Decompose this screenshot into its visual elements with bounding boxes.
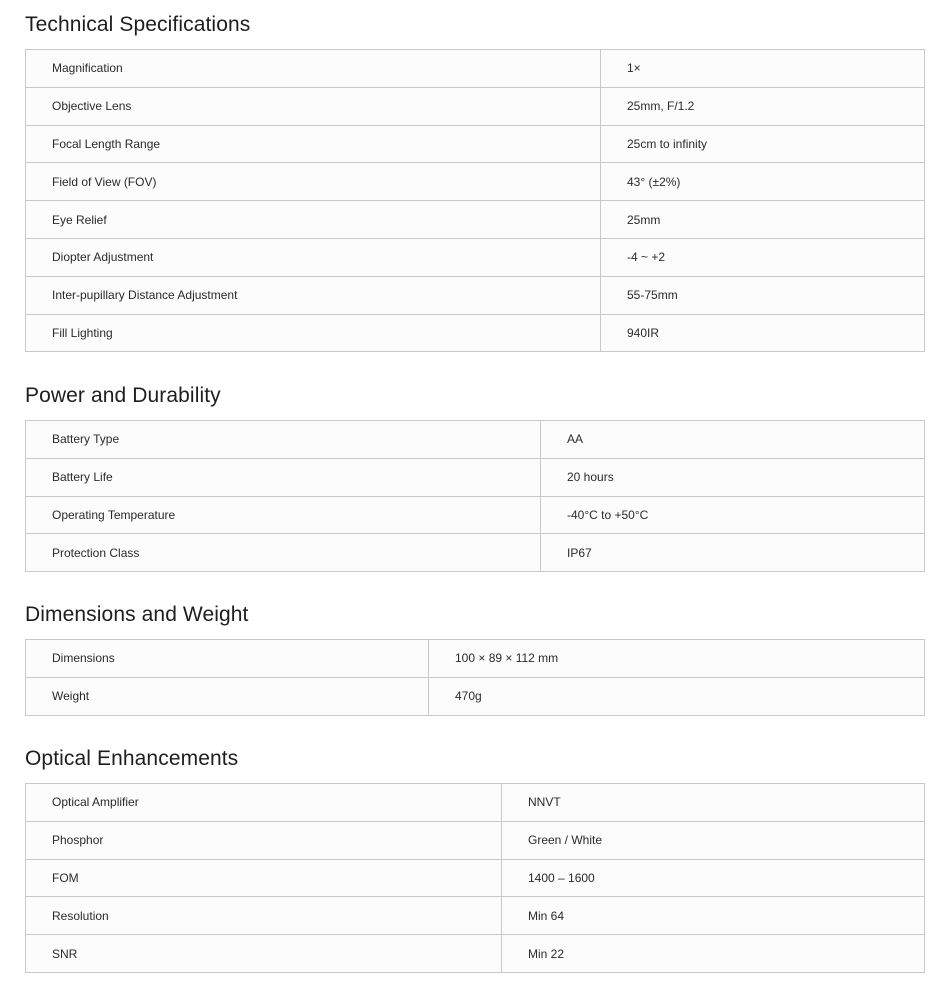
spec-value: 25cm to infinity — [601, 125, 925, 163]
spec-value: 1× — [601, 50, 925, 88]
table-row — [26, 859, 925, 897]
spec-table — [25, 420, 925, 572]
section-title: Dimensions and Weight — [25, 603, 249, 626]
spec-value: 940IR — [601, 314, 925, 352]
table-row — [26, 496, 925, 534]
spec-label: Protection Class — [26, 534, 541, 572]
spec-value: 100 × 89 × 112 mm — [429, 640, 925, 678]
table-row — [26, 87, 925, 125]
spec-label: SNR — [26, 935, 502, 973]
spec-table — [25, 49, 925, 352]
spec-label: Diopter Adjustment — [26, 238, 601, 276]
spec-label: Optical Amplifier — [26, 784, 502, 822]
section-power-and-durability — [25, 384, 925, 572]
spec-label: FOM — [26, 859, 502, 897]
spec-value: 43° (±2%) — [601, 163, 925, 201]
spec-value: 470g — [429, 677, 925, 715]
table-row — [26, 50, 925, 88]
spec-value: 25mm, F/1.2 — [601, 87, 925, 125]
section-optical-enhancements — [25, 747, 925, 973]
table-row — [26, 201, 925, 239]
spec-label: Objective Lens — [26, 87, 601, 125]
table-row — [26, 238, 925, 276]
table-row — [26, 935, 925, 973]
table-row — [26, 421, 925, 459]
spec-value: Min 64 — [502, 897, 925, 935]
spec-value: NNVT — [502, 784, 925, 822]
spec-value: AA — [541, 421, 925, 459]
spec-value: IP67 — [541, 534, 925, 572]
spec-value: -40°C to +50°C — [541, 496, 925, 534]
table-row — [26, 677, 925, 715]
spec-label: Operating Temperature — [26, 496, 541, 534]
section-title: Power and Durability — [25, 384, 221, 407]
spec-label: Dimensions — [26, 640, 429, 678]
table-row — [26, 314, 925, 352]
table-row — [26, 534, 925, 572]
spec-label: Battery Life — [26, 458, 541, 496]
spec-label: Inter-pupillary Distance Adjustment — [26, 276, 601, 314]
spec-label: Focal Length Range — [26, 125, 601, 163]
spec-label: Battery Type — [26, 421, 541, 459]
spec-value: -4 ~ +2 — [601, 238, 925, 276]
section-dimensions-and-weight — [25, 603, 925, 716]
spec-value: 20 hours — [541, 458, 925, 496]
spec-value: Min 22 — [502, 935, 925, 973]
spec-label: Fill Lighting — [26, 314, 601, 352]
spec-label: Resolution — [26, 897, 502, 935]
spec-label: Phosphor — [26, 821, 502, 859]
table-row — [26, 640, 925, 678]
spec-label: Weight — [26, 677, 429, 715]
spec-table — [25, 639, 925, 716]
section-technical-specifications — [25, 13, 925, 352]
table-row — [26, 276, 925, 314]
table-row — [26, 125, 925, 163]
spec-label: Magnification — [26, 50, 601, 88]
section-title: Technical Specifications — [25, 13, 251, 36]
table-row — [26, 897, 925, 935]
table-row — [26, 458, 925, 496]
table-row — [26, 163, 925, 201]
table-row — [26, 784, 925, 822]
table-row — [26, 821, 925, 859]
spec-value: 55-75mm — [601, 276, 925, 314]
spec-label: Eye Relief — [26, 201, 601, 239]
section-title: Optical Enhancements — [25, 747, 239, 770]
spec-label: Field of View (FOV) — [26, 163, 601, 201]
spec-table — [25, 783, 925, 973]
spec-value: Green / White — [502, 821, 925, 859]
spec-value: 1400 – 1600 — [502, 859, 925, 897]
spec-value: 25mm — [601, 201, 925, 239]
